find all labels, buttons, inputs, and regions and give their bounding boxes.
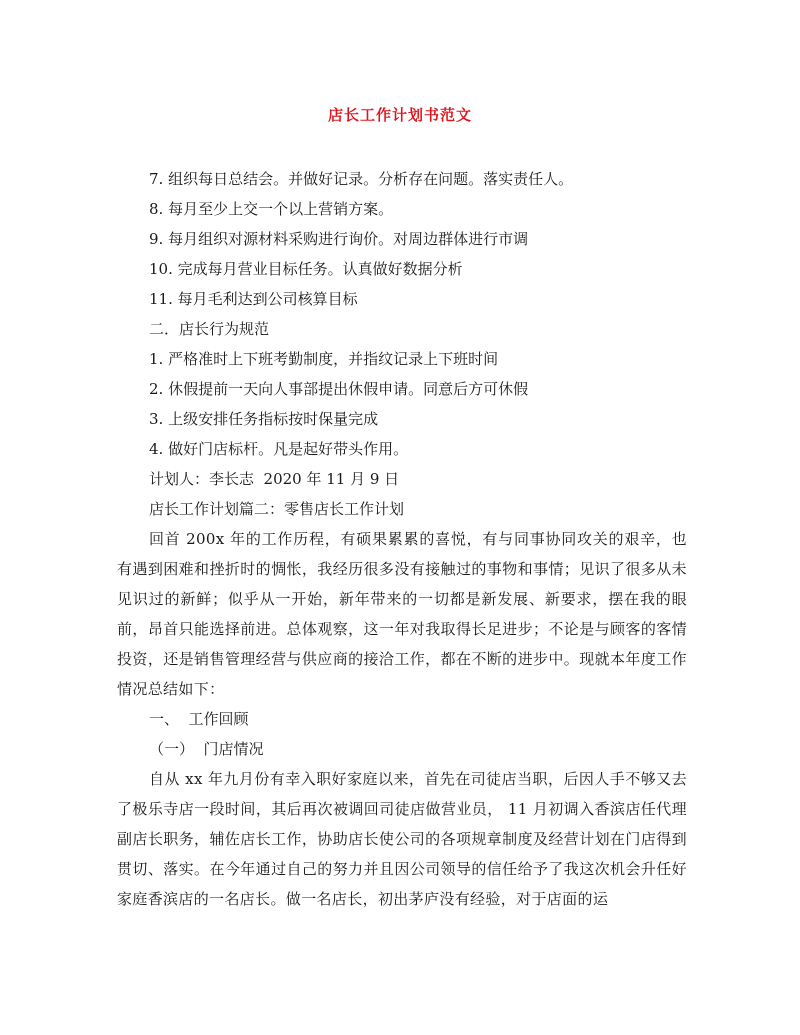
paragraph-store-history: 自从 xx 年九月份有幸入职好家庭以来，首先在司徒店当职，后因人手不够又去了极乐寺店一段时间，其后再次被调回司徒店做营业员， 11 月初调入香滨店任代理副店长职务，辅佐店长工作，协助店长使公司的各项规章制度及经营计划在门店得到贯切、落实。在今年通过自己的努力并且因公司领导的信任给予了我这次机会升任好家庭香滨店的一名店长。做一名店长，初出茅庐没有经验，对于店面的运 xyxy=(117,770,687,908)
rule-item-1: 1. 严格准时上下班考勤制度，并指纹记录上下班时间 xyxy=(149,350,499,368)
list-item-11: 11. 每月毛利达到公司核算目标 xyxy=(149,290,358,308)
list-item-10: 10. 完成每月营业目标任务。认真做好数据分析 xyxy=(149,260,463,278)
paragraph-review-intro: 回首 200x 年的工作历程，有硕果累累的喜悦，有与同事协同攻关的艰辛，也有遇到困难和挫折时的惆怅，我经历很多没有接触过的事物和事情；见识了很多从未见识过的新鲜；似乎从一开始，新年带来的一切都是新发展、新要求，摆在我的眼前，昂首只能选择前进。总体观察，这一年对我取得长足进步；不论是与顾客的客情投资，还是销售管理经营与供应商的接洽工作，都在不断的进步中。现就本年度工作情况总结如下： xyxy=(117,530,687,698)
document-body xyxy=(117,164,687,914)
section-heading-conduct: 二．店长行为规范 xyxy=(149,320,270,338)
document-title: 店长工作计划书范文 xyxy=(327,106,472,124)
rule-item-4: 4. 做好门店标杆。凡是起好带头作用。 xyxy=(149,440,409,458)
planner-signature: 计划人：李长志 2020 年 11 月 9 日 xyxy=(149,470,400,488)
part-two-title: 店长工作计划篇二：零售店长工作计划 xyxy=(149,500,405,518)
list-item-8: 8. 每月至少上交一个以上营销方案。 xyxy=(149,200,394,218)
list-item-9: 9. 每月组织对源材料采购进行询价。对周边群体进行市调 xyxy=(149,230,529,248)
rule-item-3: 3. 上级安排任务指标按时保量完成 xyxy=(149,410,379,428)
subsection-heading-store: （一） 门店情况 xyxy=(149,740,264,758)
rule-item-2: 2. 休假提前一天向人事部提出休假申请。同意后方可休假 xyxy=(149,380,529,398)
list-item-7: 7. 组织每日总结会。并做好记录。分析存在问题。落实责任人。 xyxy=(149,170,574,188)
section-heading-work-review: 一、 工作回顾 xyxy=(149,710,249,728)
